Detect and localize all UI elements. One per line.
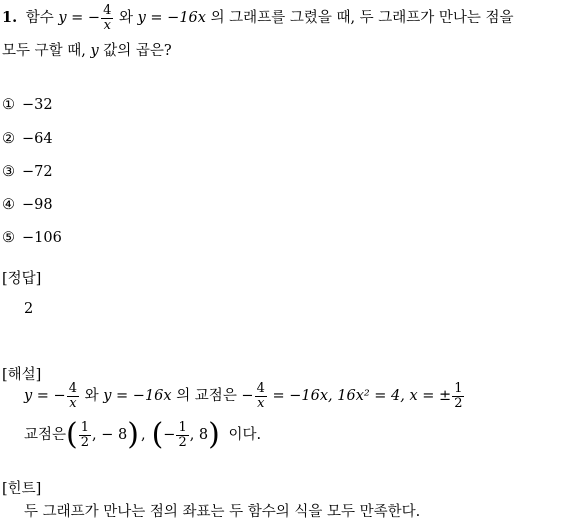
question-intro: 함수 [25,10,54,27]
question-line2-prefix: 모두 구할 때, [2,43,86,59]
fraction-denominator: 2 [80,434,90,450]
explanation-wa: 와 [84,388,99,405]
answer-value: 2 [24,301,34,317]
choice-item[interactable] [2,198,53,213]
question-line2-suffix: 값의 곱은? [103,43,172,59]
paren-open: ( [66,417,78,452]
choice-marker: ① [2,97,15,113]
choice-marker: ⑤ [2,230,15,246]
question-fraction [101,4,113,32]
paren-close: ) [208,417,220,452]
fraction-denominator: x [101,18,113,33]
point2-minus: − [163,427,176,443]
point1-rest: , − 8 [92,427,128,443]
question-number: 1. [2,9,18,27]
choice-value: −32 [22,97,53,113]
answer-label: [정답] [2,271,42,287]
fraction-numerator: 4 [68,381,77,396]
question-line2-var: y [90,43,99,59]
fraction-numerator: 4 [256,381,265,396]
explanation-rest: = −16x, 16x² = 4, x = ± [272,388,452,405]
choice-item[interactable] [2,165,53,180]
choice-value: −64 [22,131,53,147]
question-y-eq: y = − [58,10,101,27]
fraction-numerator: 1 [454,381,463,396]
paren-open: ( [151,417,164,452]
explanation-line-1 [24,382,465,410]
paren-close: ) [127,417,139,452]
choice-marker: ④ [2,197,15,213]
explanation-eq2: y = −16x [103,388,172,405]
fraction-denominator: 2 [454,395,463,411]
fraction-denominator: x [67,396,79,411]
fraction-numerator: 1 [80,419,90,435]
choice-value: −106 [22,230,62,246]
choice-item[interactable] [2,132,53,147]
explanation-fraction-2 [255,382,267,410]
choice-value: −98 [22,197,53,213]
point2-x-fraction [176,421,188,449]
fraction-denominator: x [255,396,267,411]
question-eq2: y = −16x [137,10,206,27]
explanation-y-eq: y = − [24,388,66,405]
hint-label: [힌트] [2,481,42,497]
explanation-line-2 [24,417,262,452]
point2-rest: , 8 [189,427,209,443]
choice-marker: ② [2,131,15,147]
question-line-2 [2,44,172,59]
fraction-denominator: 2 [178,434,187,450]
fraction-numerator: 4 [103,3,112,18]
explanation-l2-prefix: 교점은 [24,427,67,443]
question-line-1 [2,4,514,32]
fraction-numerator: 1 [178,419,187,435]
explanation-text: 의 교점은 − [176,388,254,405]
explanation-label: [해설] [2,367,42,383]
hint-text: 두 그래프가 만나는 점의 좌표는 두 함수의 식을 모두 만족한다. [24,504,421,520]
choice-marker: ③ [2,164,15,180]
explanation-fraction-1 [67,382,79,410]
point1-x-fraction [79,421,91,449]
question-rest: 의 그래프를 그렸을 때, 두 그래프가 만나는 점을 [210,10,514,27]
explanation-fraction-3 [452,382,464,410]
choice-item[interactable] [2,98,53,113]
comma: , [140,427,146,443]
choice-value: −72 [22,164,53,180]
choice-item[interactable] [2,231,62,246]
question-mid: 와 [118,10,133,27]
explanation-l2-suffix: 이다. [228,427,262,443]
